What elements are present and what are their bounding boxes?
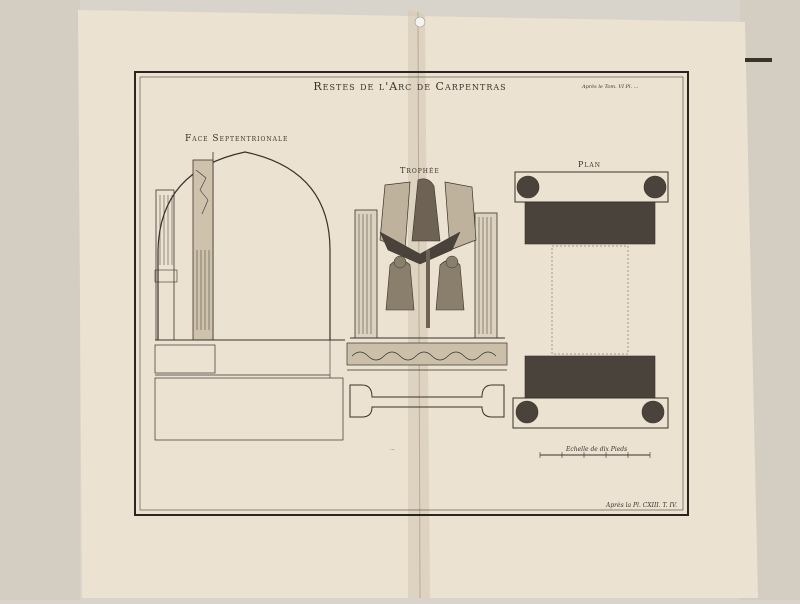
pin-icon [415, 17, 425, 27]
engraver-signature: ... [390, 446, 395, 452]
plate-title: Restes de l'Arc de Carpentras [313, 80, 507, 93]
plan-label: Plan [578, 160, 601, 169]
trophy-label: Trophée [400, 166, 440, 175]
reference-note-top: Après le Tom. VI Pl. ... [582, 84, 639, 90]
reference-note-bottom: Après la Pl. CXIII. T. IV. [606, 502, 678, 509]
scale-label: Echelle de dix Pieds [566, 446, 628, 453]
north-face-label: Face Septentrionale [185, 134, 289, 144]
